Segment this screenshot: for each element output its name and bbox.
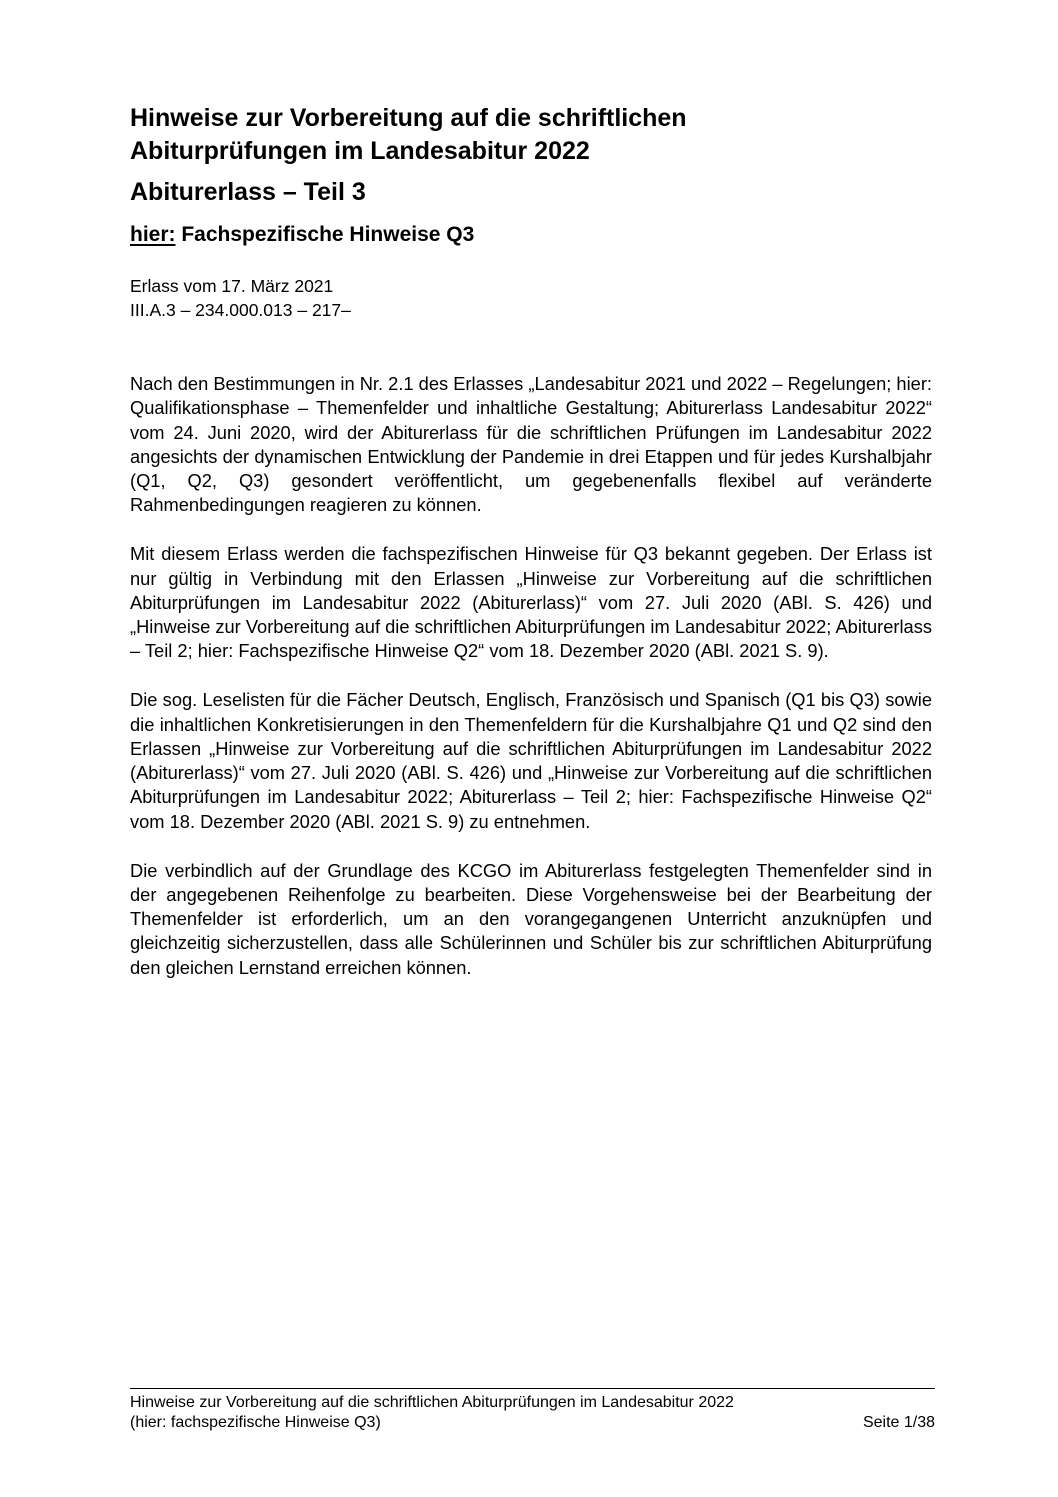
document-title-line-2: Abiturprüfungen im Landesabitur 2022 xyxy=(130,137,590,165)
subsubtitle-text: Fachspezifische Hinweise Q3 xyxy=(175,223,475,246)
decree-date: Erlass vom 17. März 2021 xyxy=(130,276,334,296)
document-title-line-1: Hinweise zur Vorbereitung auf die schriftlichen xyxy=(130,104,687,132)
subsubtitle-prefix: hier: xyxy=(130,223,176,246)
decree-reference: III.A.3 – 234.000.013 – 217– xyxy=(130,300,351,320)
body-paragraph-2: Mit diesem Erlass werden die fachspezifischen Hinweise für Q3 bekannt gegeben. Der Erlass ist nur gültig in Verbindung mit den Erlassen „Hinweise zur Vorbereitung auf die schriftlichen Abiturprüfungen im Landesabitur 2022 (Abiturerlass)“ vom 27. Juli 2020 (ABl. S. 426) und „Hinweise zur Vorbereitung auf die schriftlichen Abiturprüfungen im Landesabitur 2022; Abiturerlass – Teil 2; hier: Fachspezifische Hinweise Q2“ vom 18. Dezember 2020 (ABl. 2021 S. 9). xyxy=(130,543,932,662)
footer-row xyxy=(130,1413,935,1433)
document-subsubtitle xyxy=(130,220,474,250)
footer-line-1: Hinweise zur Vorbereitung auf die schriftlichen Abiturprüfungen im Landesabitur 2022 xyxy=(130,1394,734,1411)
document-subtitle: Abiturerlass – Teil 3 xyxy=(130,178,366,206)
document-body xyxy=(130,372,932,1005)
body-paragraph-4: Die verbindlich auf der Grundlage des KCGO im Abiturerlass festgelegten Themenfelder sind in der angegebenen Reihenfolge zu bearbeiten. Diese Vorgehensweise bei der Bearbeitung der Themenfelder ist erforderlich, um an den vorangegangenen Unterricht anzuknüpfen und gleichzeitig sicherzustellen, dass alle Schülerinnen und Schüler bis zur schriftlichen Abiturprüfung den gleichen Lernstand erreichen können. xyxy=(130,859,932,978)
page-footer xyxy=(130,1388,935,1433)
body-paragraph-3: Die sog. Leselisten für die Fächer Deutsch, Englisch, Französisch und Spanisch (Q1 bis Q3) sowie die inhaltlichen Konkretisierungen in den Themenfeldern für die Kurshalbjahre Q1 und Q2 sind den Erlassen „Hinweise zur Vorbereitung auf die schriftlichen Abiturprüfungen im Landesabitur 2022 (Abiturerlass)“ vom 27. Juli 2020 (ABl. S. 426) und „Hinweise zur Vorbereitung auf die schriftlichen Abiturprüfungen im Landesabitur 2022; Abiturerlass – Teil 2; hier: Fachspezifische Hinweise Q2“ vom 18. Dezember 2020 (ABl. 2021 S. 9) zu entnehmen. xyxy=(130,689,932,832)
footer-line-2: (hier: fachspezifische Hinweise Q3) xyxy=(130,1414,381,1431)
body-paragraph-1: Nach den Bestimmungen in Nr. 2.1 des Erlasses „Landesabitur 2021 und 2022 – Regelungen; hier: Qualifikationsphase – Themenfelder und inhaltliche Gestaltung; Abiturerlass Landesabitur 2022“ vom 24. Juni 2020, wird der Abiturerlass für die schriftlichen Prüfungen im Landesabitur 2022 angesichts der dynamischen Entwicklung der Pandemie in drei Etappen und für jedes Kurshalbjahr (Q1, Q2, Q3) gesondert veröffentlicht, um gegebenenfalls flexibel auf veränderte Rahmenbedingungen reagieren zu können. xyxy=(130,373,932,516)
page-number: Seite 1/38 xyxy=(862,1414,935,1431)
decree-meta xyxy=(130,274,351,322)
document-title xyxy=(130,102,950,168)
